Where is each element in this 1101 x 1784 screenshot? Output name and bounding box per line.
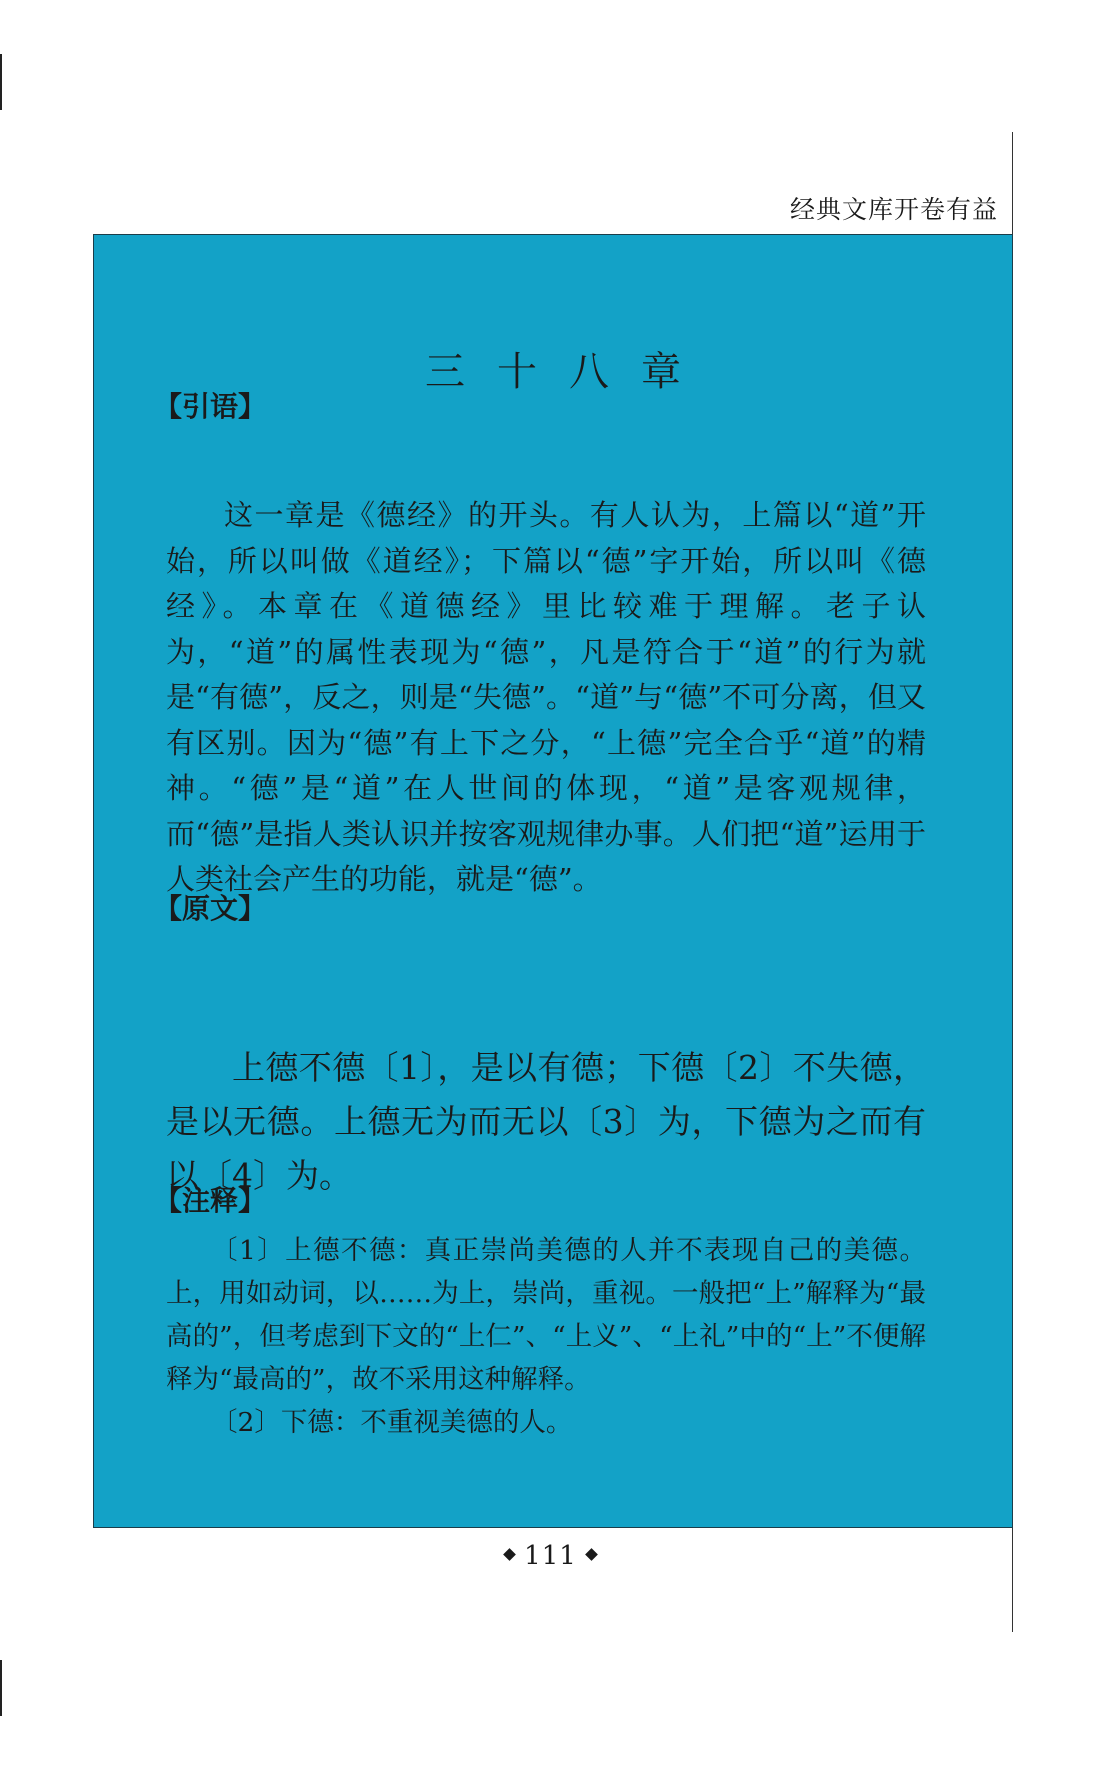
running-head: 经典文库开卷有益 xyxy=(789,195,998,224)
notes-heading: 【注释】 xyxy=(154,1184,267,1217)
original-text: 上德不德〔1〕，是以有德；下德〔2〕不失德，是以无德。上德无为而无以〔3〕为，下德为之而有以〔4〕为。 xyxy=(166,1048,926,1195)
diamond-left-icon xyxy=(503,1548,516,1561)
note-item: 〔2〕下德：不重视美德的人。 xyxy=(211,1407,573,1438)
page-footer xyxy=(0,1541,1101,1571)
crop-mark-bottom-left xyxy=(0,1660,2,1716)
original-heading: 【原文】 xyxy=(154,892,267,925)
chapter-title: 三十八章 xyxy=(425,349,713,395)
content-panel xyxy=(93,234,1013,1528)
crop-mark-top-left xyxy=(0,54,2,110)
intro-paragraph: 这一章是《德经》的开头。有人认为，上篇以“道”开始，所以叫做《道经》；下篇以“德”字开始，所以叫《德经》。本章在《道德经》里比较难于理解。老子认为，“道”的属性表现为“德”，凡是符合于“道”的行为就是“有德”，反之，则是“失德”。“道”与“德”不可分离，但又有区别。因为“德”有上下之分，“上德”完全合乎“道”的精神。“德”是“道”在人世间的体现，“道”是客观规律，而“德”是指人类认识并按客观规律办事。人们把“道”运用于人类社会产生的功能，就是“德”。 xyxy=(166,498,926,896)
diamond-right-icon xyxy=(585,1548,598,1561)
page-number: 111 xyxy=(524,1541,577,1571)
note-item: 〔1〕上德不德：真正崇尚美德的人并不表现自己的美德。上，用如动词，以……为上，崇尚，重视。一般把“上”解释为“最高的”，但考虑到下文的“上仁”、“上义”、“上礼”中的“上”不便解释为“最高的”，故不采用这种解释。 xyxy=(166,1235,926,1395)
intro-heading: 【引语】 xyxy=(154,390,267,423)
